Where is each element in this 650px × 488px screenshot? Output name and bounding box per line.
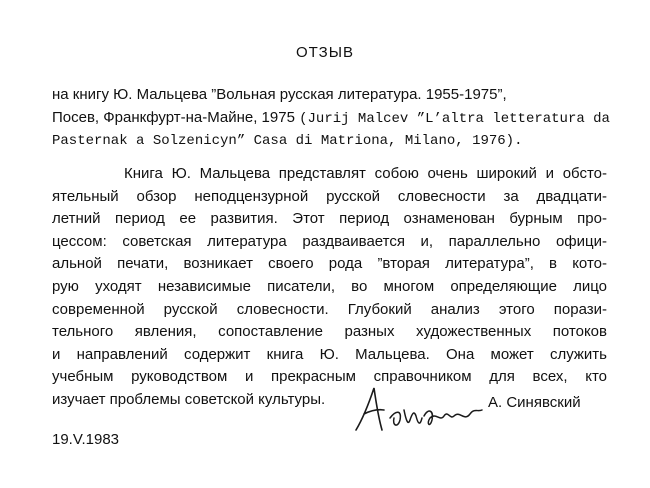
body-line: тельного явления, сопоставление разных художественных потоков (52, 323, 607, 341)
body-line: рую уходят независимые писатели, во многом определяющие лицо (52, 277, 607, 295)
body-line: изучает проблемы советской культуры. (52, 390, 326, 408)
body-line: учебным руководством и прекрасным справочником для всех, кто (52, 368, 607, 386)
body-line: альной печати, возникает своего рода ”вторая литература”, в кото- (52, 255, 607, 273)
reference-line-3: Pasternak a Solzenicyn” Casa di Matriona, Milano, 1976). (52, 133, 523, 149)
signer-name: А. Синявский (488, 394, 581, 411)
body-line: современной русской словесности. Глубокий анализ этого порази- (52, 300, 607, 318)
reference-publisher: Посев, Франкфурт-на-Майне, 1975 (52, 108, 295, 126)
body-line: ятельный обзор неподцензурной русской словесности за двадцати- (52, 187, 607, 205)
body-line: и направлений содержит книга Ю. Мальцева. Она может служить (52, 345, 607, 363)
handwritten-signature (350, 380, 490, 440)
reference-line-2 (52, 107, 612, 131)
body-line: цессом: советская литература раздваивается и, параллельно офици- (52, 232, 607, 250)
body-line: Книга Ю. Мальцева представлят собою очень широкий и обсто- (124, 165, 607, 182)
document-title: ОТЗЫВ (295, 44, 354, 61)
document-date: 19.V.1983 (52, 431, 120, 448)
book-reference (52, 84, 612, 153)
reference-italian-title: (Jurij Malcev ”L’altra letteratura da (299, 110, 610, 127)
review-body (52, 163, 607, 412)
reference-line-1: на книгу Ю. Мальцева ”Вольная русская литература. 1955-1975”, (52, 86, 507, 103)
body-line: летний период ее развития. Этот период ознаменован бурным про- (52, 210, 607, 228)
